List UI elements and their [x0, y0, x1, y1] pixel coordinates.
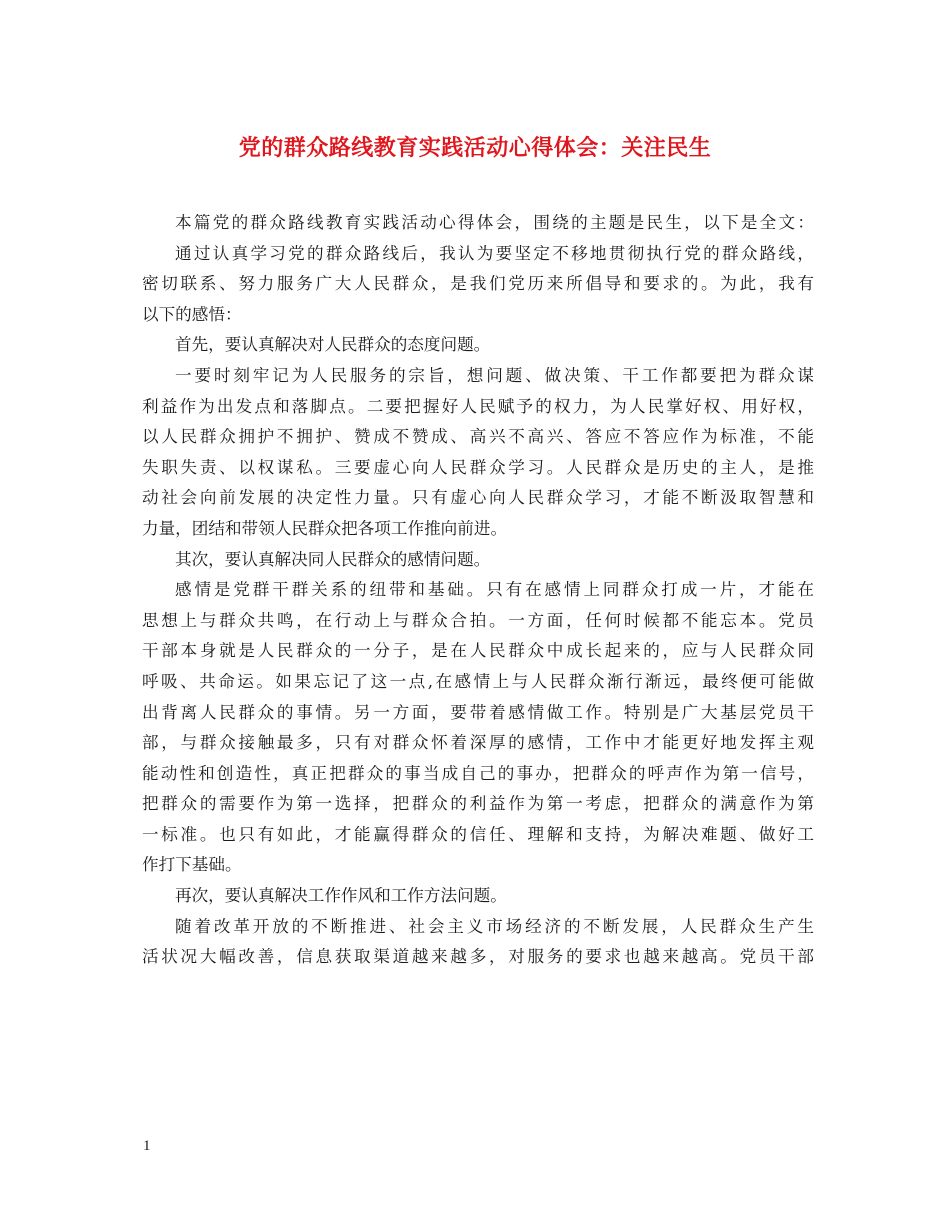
text-line: 把群众的需要作为第一选择，把群众的利益作为第一考虑，把群众的满意作为第: [142, 794, 814, 814]
text-line: 部，与群众接触最多，只有对群众怀着深厚的感情，工作中才能更好地发挥主观: [142, 733, 814, 753]
text-line: 呼吸、共命运。如果忘记了这一点,在感情上与人民群众渐行渐远，最终便可能做: [142, 671, 814, 691]
text-line: 动社会向前发展的决定性力量。只有虚心向人民群众学习，才能不断汲取智慧和: [142, 488, 814, 508]
text-line: 思想上与群众共鸣，在行动上与群众合拍。一方面，任何时候都不能忘本。党员: [142, 610, 814, 630]
text-line: 力量，团结和带领人民群众把各项工作推向前进。: [142, 518, 508, 538]
text-line: 一标准。也只有如此，才能赢得群众的信任、理解和支持，为解决难题、做好工: [142, 824, 814, 844]
text-line: 其次，要认真解决同人民群众的感情问题。: [175, 549, 491, 569]
text-line: 本篇党的群众路线教育实践活动心得体会，围绕的主题是民生，以下是全文：: [175, 213, 814, 232]
text-line: 感情是党群干群关系的纽带和基础。只有在感情上同群众打成一片，才能在: [175, 580, 814, 600]
text-line: 以下的感悟：: [142, 304, 242, 324]
text-line: 能动性和创造性，真正把群众的事当成自己的事办，把群众的呼声作为第一信号，: [142, 763, 814, 783]
text-line: 出背离人民群众的事情。另一方面，要带着感情做工作。特别是广大基层党员干: [142, 702, 814, 722]
text-line: 失职失责、以权谋私。三要虚心向人民群众学习。人民群众是历史的主人，是推: [142, 457, 814, 477]
text-line: 密切联系、努力服务广大人民群众，是我们党历来所倡导和要求的。为此，我有: [142, 274, 814, 294]
text-line: 再次，要认真解决工作作风和工作方法问题。: [175, 886, 507, 906]
document-title: 党的群众路线教育实践活动心得体会：关注民生: [238, 135, 712, 161]
page-number: 1: [143, 1138, 151, 1154]
text-line: 以人民群众拥护不拥护、赞成不赞成、高兴不高兴、答应不答应作为标准，不能: [142, 427, 814, 447]
document-body: [142, 208, 814, 973]
text-line: 利益作为出发点和落脚点。二要把握好人民赋予的权力，为人民掌好权、用好权，: [142, 396, 814, 416]
text-line: 通过认真学习党的群众路线后，我认为要坚定不移地贯彻执行党的群众路线，: [175, 243, 814, 263]
text-line: 活状况大幅改善，信息获取渠道越来越多，对服务的要求也越来越高。党员干部: [142, 947, 814, 967]
text-line: 作打下基础。: [142, 855, 242, 875]
text-line: 随着改革开放的不断推进、社会主义市场经济的不断发展，人民群众生产生: [175, 916, 814, 936]
text-line: 一要时刻牢记为人民服务的宗旨，想问题、做决策、干工作都要把为群众谋: [175, 365, 814, 385]
text-line: 干部本身就是人民群众的一分子，是在人民群众中成长起来的，应与人民群众同: [142, 641, 814, 661]
text-line: 首先，要认真解决对人民群众的态度问题。: [175, 335, 491, 355]
